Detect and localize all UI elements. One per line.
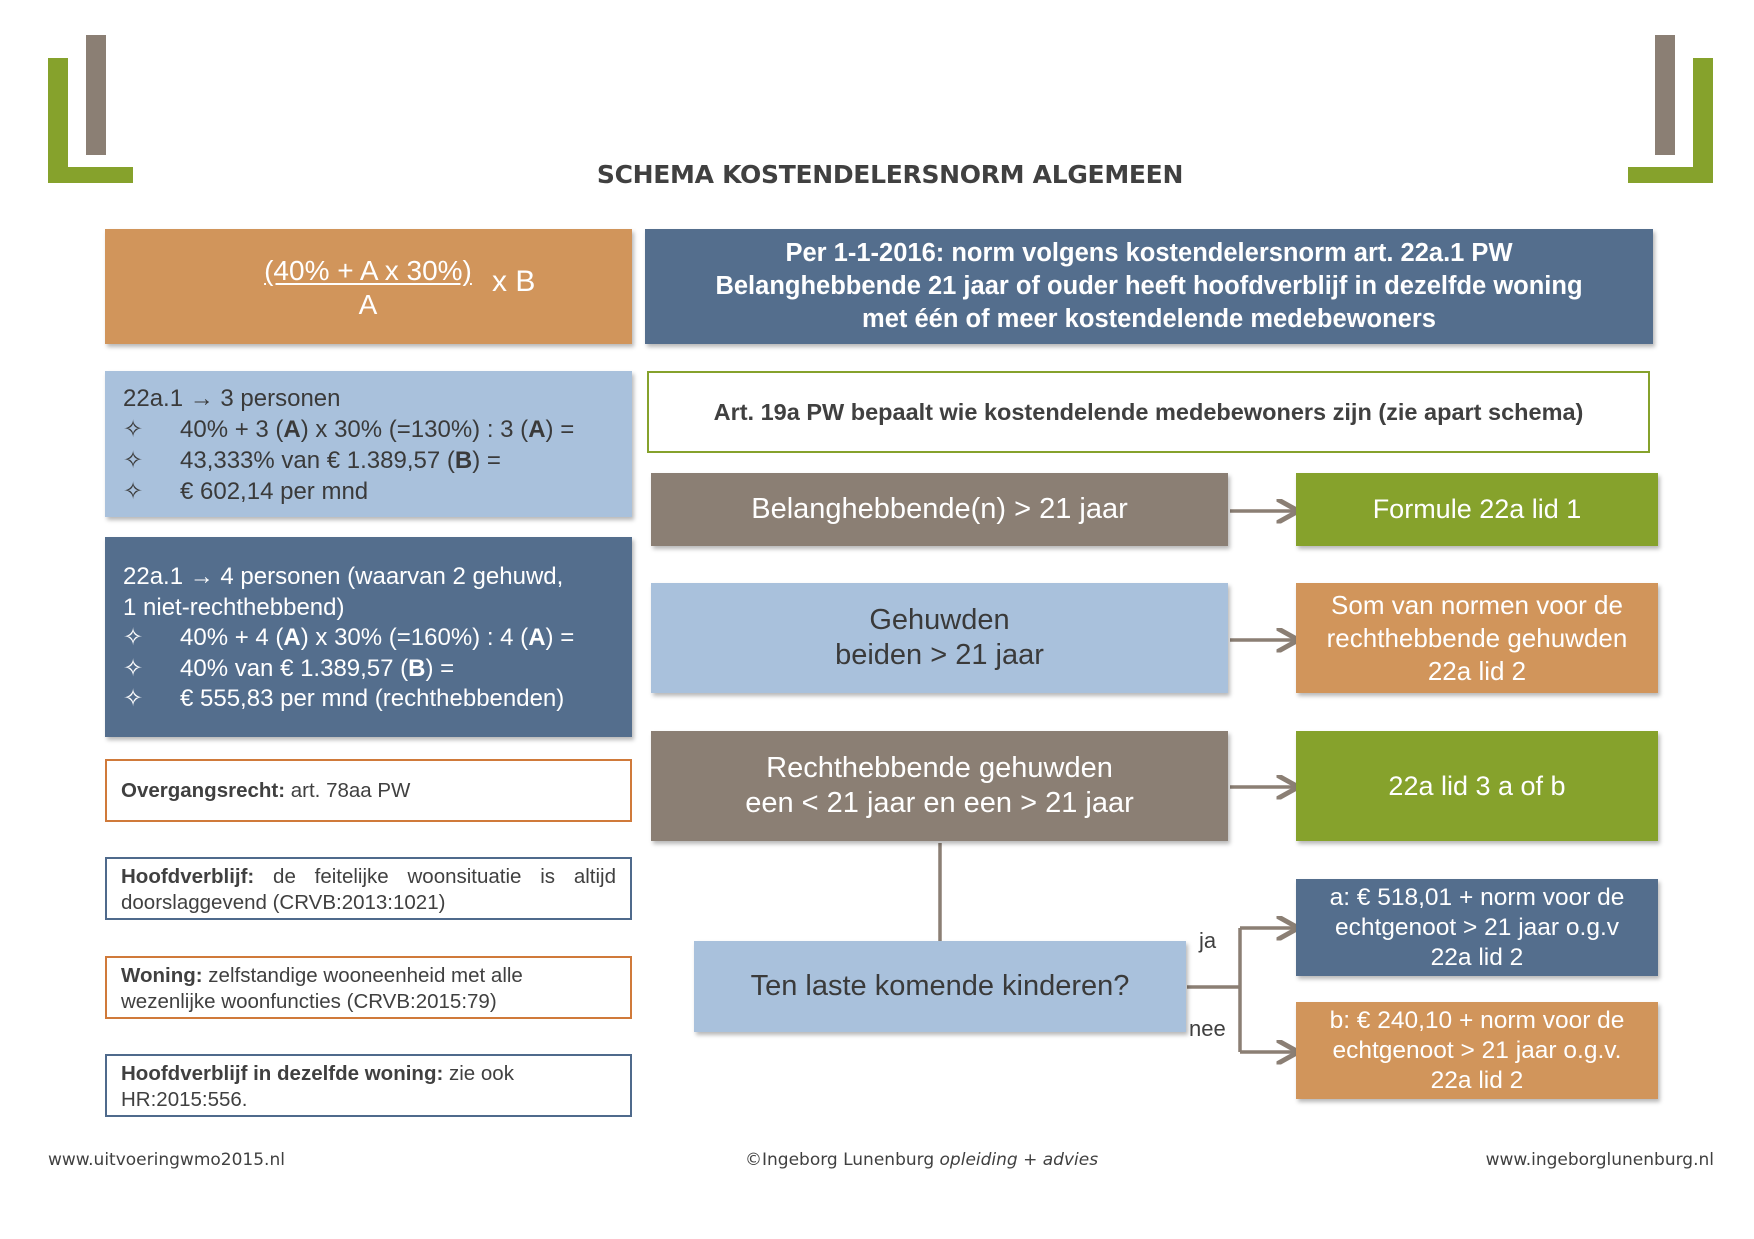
bullet-star-icon: ✧: [123, 478, 144, 505]
option-a: a: € 518,01 + norm voor de echtgenoot > 21 jaar o.g.v 22a lid 2: [1296, 879, 1658, 976]
example-3-bullet-3: ✧ € 602,14 per mnd: [123, 478, 369, 505]
note-hoofdverblijf: Hoofdverblijf: de feitelijke woonsituatie is altijd doorslaggevend (CRVB:2013:1021): [105, 857, 632, 920]
example-4-heading-1: 22a.1 → 4 personen (waarvan 2 gehuwd,: [123, 563, 564, 590]
note-woning: Woning: zelfstandige wooneenheid met alle wezenlijke woonfuncties (CRVB:2015:79): [105, 956, 632, 1019]
row2-som-normen: Som van normen voor de rechthebbende gehuwden 22a lid 2: [1296, 583, 1658, 693]
formula-multiplier: x B: [492, 265, 536, 298]
footer-right-link[interactable]: www.ingeborglunenburg.nl: [1485, 1150, 1714, 1170]
bullet-star-icon: ✧: [123, 685, 144, 712]
option-b: b: € 240,10 + norm voor de echtgenoot > 21 jaar o.g.v. 22a lid 2: [1296, 1002, 1658, 1099]
bullet-star-icon: ✧: [123, 447, 144, 474]
row1-formule: Formule 22a lid 1: [1296, 473, 1658, 546]
formula-denominator: A: [358, 289, 378, 320]
note-overgangsrecht: Overgangsrecht: art. 78aa PW: [105, 759, 632, 822]
row3-lid3: 22a lid 3 a of b: [1296, 731, 1658, 841]
example-4-bullet-3: ✧ € 555,83 per mnd (rechthebbenden): [123, 684, 614, 715]
page-title: SCHEMA KOSTENDELERSNORM ALGEMEEN: [596, 160, 1184, 189]
formula-numerator: (40% + A x 30%): [264, 255, 472, 286]
art19a-box: Art. 19a PW bepaalt wie kostendelende medebewoners zijn (zie apart schema): [647, 371, 1650, 453]
footer-copyright: ©Ingeborg Lunenburg opleiding + advies: [745, 1150, 1099, 1170]
example-3-bullet-1: ✧ 40% + 3 (A) x 30% (=130%) : 3 (A) =: [123, 416, 575, 443]
footer-left-link[interactable]: www.uitvoeringwmo2015.nl: [48, 1150, 285, 1170]
example-4-bullet-2: ✧ 40% van € 1.389,57 (B) =: [123, 654, 614, 685]
norm-header-line-3: met één of meer kostendelende medebewoners: [862, 305, 1436, 333]
example-4-bullet-1: ✧ 40% + 4 (A) x 30% (=160%) : 4 (A) =: [123, 623, 614, 654]
example-3-heading: 22a.1 → 3 personen: [123, 385, 341, 412]
label-nee: nee: [1189, 1016, 1226, 1041]
row2-gehuwden: Gehuwden beiden > 21 jaar: [651, 583, 1228, 693]
note-dezelfde-woning: Hoofdverblijf in dezelfde woning: zie ook HR:2015:556.: [105, 1054, 632, 1117]
norm-header-line-1: Per 1-1-2016: norm volgens kostendelersnorm art. 22a.1 PW: [785, 239, 1513, 267]
bullet-star-icon: ✧: [123, 624, 144, 651]
bullet-star-icon: ✧: [123, 416, 144, 443]
row1-belanghebbenden: Belanghebbende(n) > 21 jaar: [651, 473, 1228, 546]
example-4-heading-2: 1 niet-rechthebbend): [123, 593, 345, 621]
norm-header-line-2: Belanghebbende 21 jaar of ouder heeft hoofdverblijf in dezelfde woning: [715, 272, 1583, 300]
question-kinderen: Ten laste komende kinderen?: [694, 941, 1186, 1032]
label-ja: ja: [1199, 928, 1217, 953]
example-3-bullet-2: ✧ 43,333% van € 1.389,57 (B) =: [123, 447, 501, 474]
bullet-star-icon: ✧: [123, 654, 144, 682]
row3-rechthebbende-gehuwden: Rechthebbende gehuwden een < 21 jaar en een > 21 jaar: [651, 731, 1228, 841]
